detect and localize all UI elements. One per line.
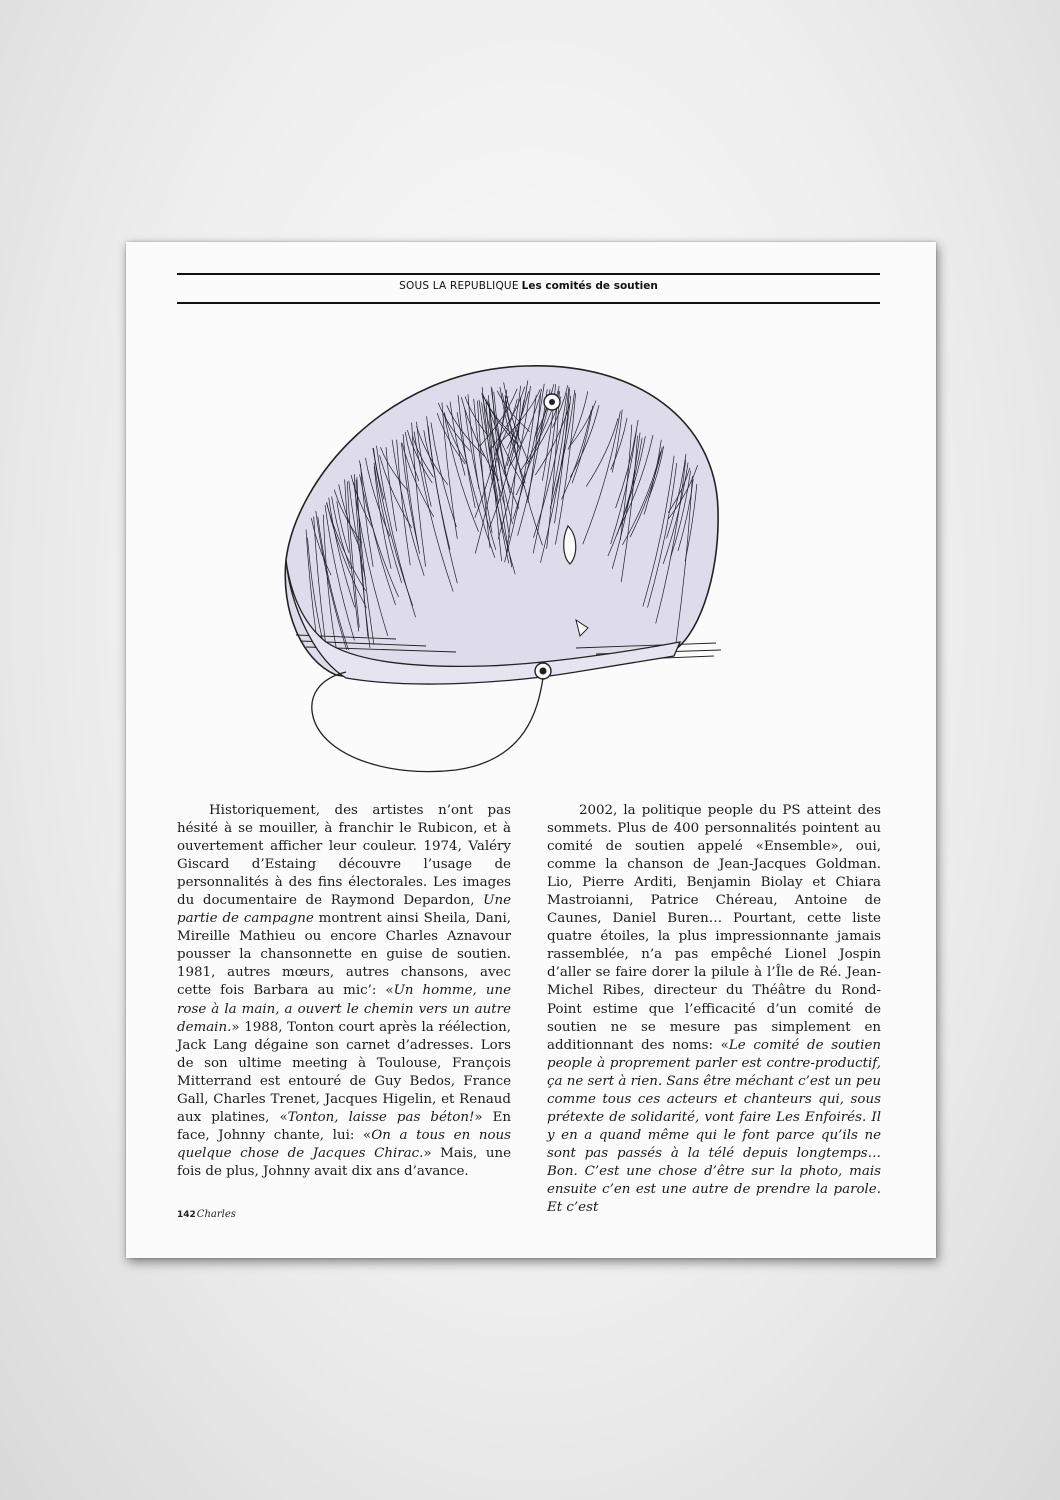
header-topic: Les comités de soutien [521,280,658,292]
header-section: SOUS LA REPUBLIQUE [399,280,519,292]
text-run: montrent ainsi Sheila, Dani, Mireille Mathieu ou encore Charles Aznavour pousser la chansonnette en guise de soutien. 1981, autres mœurs, autres chansons, avec cette fois Barbara au mic’: « [177,911,511,999]
magazine-page [126,242,936,1258]
paragraph [177,802,511,1181]
page-number: 142 [177,1210,196,1220]
magazine-name: Charles [196,1209,236,1220]
article-left-column [177,802,511,1181]
paragraph [547,802,881,1217]
italic-title: Une partie de campagne [177,893,511,927]
italic-quote: Le comité de soutien people à proprement parler est contre-productif, ça ne sert à rien. Sans être méchant c’est un peu comme tous ces acteurs et chanteurs qui, sous prétexte de solidarité, vont faire Les Enfoirés. Il y en a quand même qui le font parce qu’ils ne sont pas passés à la télé depuis longtemps… Bon. C’est une chose d’être sur la photo, mais ensuite c’en est une autre de prendre la parole. Et c’est [547,1037,881,1216]
text-run: 2002, la politique people du PS atteint des sommets. Plus de 400 personnalités pointent au comité de soutien appelé «Ensemble», oui, comme la chanson de Jean-Jacques Goldman. Lio, Pierre Arditi, Benjamin Biolay et Chiara Mastroianni, Patrice Chéreau, Antoine de Caunes, Daniel Buren… Pourtant, cette liste quatre étoiles, la plus impressionnante jamais rassemblée, n’a pas empêché Lionel Jospin d’aller se faire dorer la pilule à l’Île de Ré. Jean-Michel Ribes, directeur du Théâtre du Rond-Point estime que l’efficacité d’un comité de soutien ne se mesure pas simplement en additionnant des noms: « [547,803,881,1053]
text-run: Historiquement, des artistes n’ont pas hésité à se mouiller, à franchir le Rubicon, et à ouvertement afficher leur couleur. 1974, Valéry Giscard d’Estaing découvre l’usage de personnalités à des fins électorales. Les images du documentaire de Raymond Depardon, [177,803,511,909]
text-run: » Mais, une fois de plus, Johnny avait dix ans d’avance. [177,1145,512,1179]
italic-quote: On a tous en nous quelque chose de Jacques Chirac. [177,1127,512,1161]
article-right-column [547,802,881,1217]
string-loop [312,672,543,772]
running-header [177,273,880,304]
half-coconut-shell-drawing-icon [276,360,736,790]
page-folio [177,1209,236,1220]
italic-quote: Un homme, une rose à la main, a ouvert le chemin vers un autre demain. [177,983,511,1035]
text-run: » 1988, Tonton court après la réélection, Jack Lang dégaine son carnet d’adresses. Lors de son ultime meeting à Toulouse, François Mitterrand est entouré de Guy Bedos, France Gall, Charles Trenet, Jacques Higelin, et Renaud aux platines, « [177,1019,511,1125]
italic-quote: Tonton, laisse pas béton! [287,1109,475,1125]
text-run: » En face, Johnny chante, lui: « [177,1109,511,1143]
